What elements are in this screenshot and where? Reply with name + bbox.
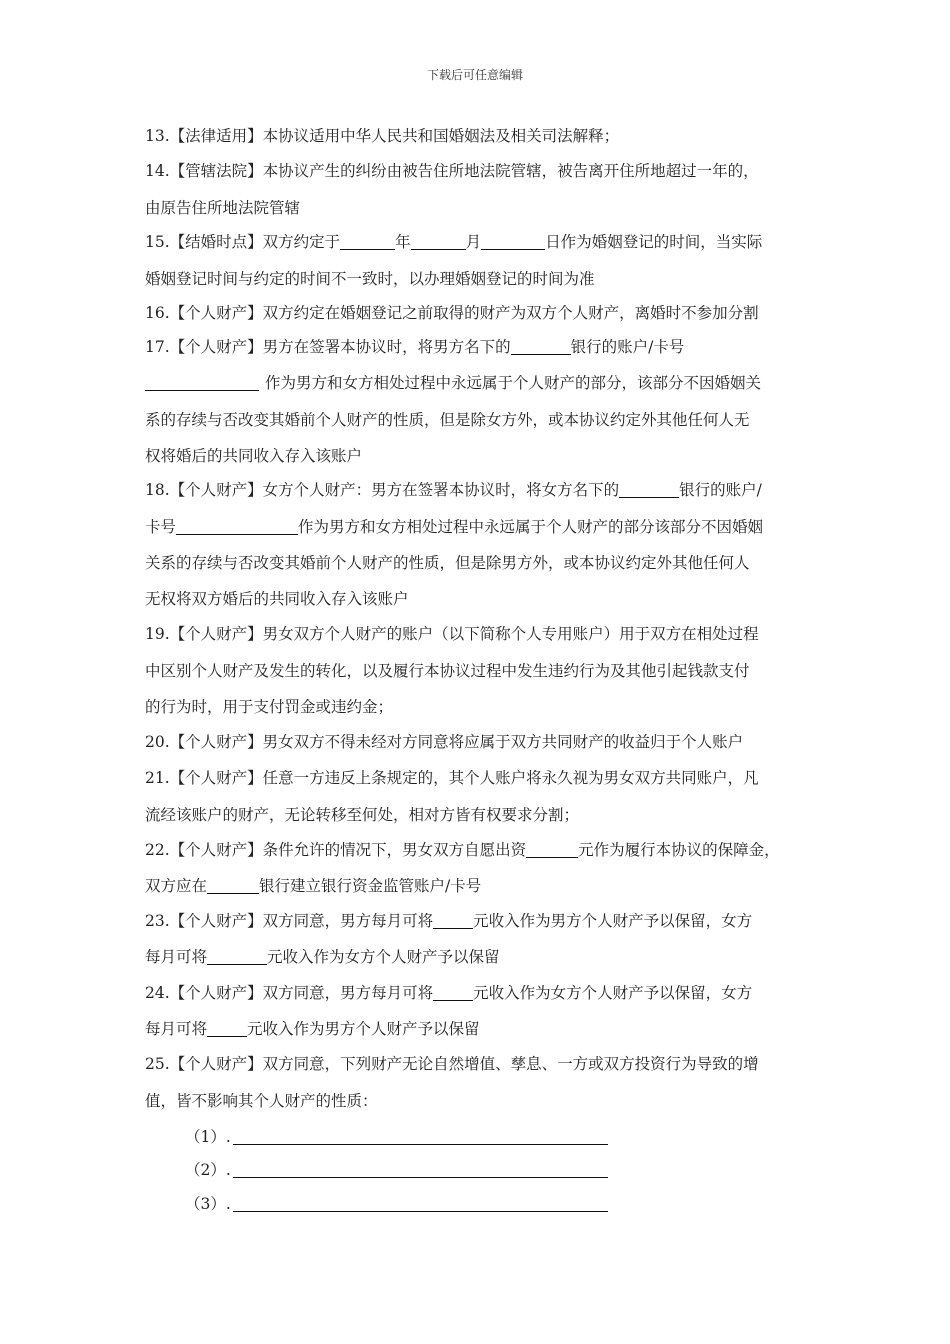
clause-17-text: 17.【个人财产】男方在签署本协议时，将男方名下的 bbox=[145, 338, 511, 356]
clause-15-rest: 日作为婚姻登记的时间，当实际 bbox=[545, 233, 763, 251]
card-label: 卡号 bbox=[145, 518, 177, 536]
clause-25-cont: 值，皆不影响其个人财产的性质： bbox=[145, 1092, 378, 1110]
male-to-female-blank[interactable] bbox=[433, 984, 473, 1001]
clause-23-text: 23.【个人财产】双方同意，男方每月可将 bbox=[145, 912, 434, 930]
clause-18 bbox=[145, 479, 762, 501]
clause-21-cont: 流经该账户的财产，无论转移至何处，相对方皆有权要求分割； bbox=[145, 806, 580, 824]
clause-17-cont-text: 作为男方和女方相处过程中永远属于个人财产的部分，该部分不因婚姻关 bbox=[265, 374, 762, 392]
clause-14-cont: 由原告住所地法院管辖 bbox=[145, 199, 301, 217]
clause-21: 21.【个人财产】任意一方违反上条规定的，其个人账户将永久视为男女双方共同账户，凡 bbox=[145, 769, 759, 787]
clause-19: 19.【个人财产】男女双方个人财产的账户（以下简称个人专用账户）用于双方在相处过程 bbox=[145, 625, 759, 643]
clause-23-rest: 元收入作为男方个人财产予以保留，女方 bbox=[473, 912, 753, 930]
clause-24-text: 24.【个人财产】双方同意，男方每月可将 bbox=[145, 984, 434, 1002]
clause-16: 16.【个人财产】双方约定在婚姻登记之前取得的财产为双方个人财产，离婚时不参加分割 bbox=[145, 304, 759, 322]
clause-19-cont-1: 中区别个人财产及发生的转化，以及履行本协议过程中发生违约行为及其他引起钱款支付 bbox=[145, 662, 750, 680]
clause-24-rest: 元收入作为女方个人财产予以保留，女方 bbox=[473, 984, 753, 1002]
deposit-amount-blank[interactable] bbox=[526, 841, 578, 858]
female-card-blank[interactable] bbox=[176, 518, 298, 535]
clause-18-cont-1 bbox=[145, 516, 763, 538]
clause-24-cont bbox=[145, 1018, 480, 1040]
clause-23-cont-text: 每月可将 bbox=[145, 948, 208, 966]
clause-19-cont-2: 的行为时，用于支付罚金或违约金； bbox=[145, 698, 394, 716]
female-to-male-blank[interactable] bbox=[207, 1020, 247, 1037]
clause-22-cont-text: 双方应在 bbox=[145, 877, 208, 895]
clause-15-text: 15.【结婚时点】双方约定于 bbox=[145, 233, 341, 251]
property-item-2 bbox=[185, 1159, 608, 1181]
year-blank[interactable] bbox=[340, 233, 395, 250]
property-item-label: （3）. bbox=[185, 1195, 231, 1213]
month-blank[interactable] bbox=[411, 233, 466, 250]
clause-22-cont-rest: 银行建立银行资金监管账户/卡号 bbox=[259, 877, 482, 895]
clause-24-cont-text: 每月可将 bbox=[145, 1020, 208, 1038]
clause-17-cont-2: 系的存续与否改变其婚前个人财产的性质，但是除女方外，或本协议约定外其他任何人无 bbox=[145, 411, 750, 429]
clause-23-cont-rest: 元收入作为女方个人财产予以保留 bbox=[267, 948, 500, 966]
clause-18-text: 18.【个人财产】女方个人财产：男方在签署本协议时，将女方名下的 bbox=[145, 481, 620, 499]
clause-15-month: 月 bbox=[465, 233, 482, 251]
clause-18-cont-2: 关系的存续与否改变其婚前个人财产的性质，但是除男方外，或本协议约定外其他任何人 bbox=[145, 554, 750, 572]
clause-17 bbox=[145, 336, 684, 358]
clause-18-cont-3: 无权将双方婚后的共同收入存入该账户 bbox=[145, 590, 409, 608]
clause-23-cont bbox=[145, 946, 500, 968]
male-bank-blank[interactable] bbox=[511, 338, 571, 355]
clause-18-cont-text: 作为男方和女方相处过程中永远属于个人财产的部分该部分不因婚姻 bbox=[298, 518, 764, 536]
day-blank[interactable] bbox=[481, 233, 545, 250]
clause-17-cont-3: 权将婚后的共同收入存入该账户 bbox=[145, 447, 363, 465]
property-item-3 bbox=[185, 1193, 608, 1215]
male-monthly-blank[interactable] bbox=[433, 912, 473, 929]
clause-22-cont bbox=[145, 875, 481, 897]
clause-15-cont: 婚姻登记时间与约定的时间不一致时，以办理婚姻登记的时间为准 bbox=[145, 270, 595, 288]
male-card-blank[interactable] bbox=[145, 374, 259, 391]
property-item-label: （1）. bbox=[185, 1128, 231, 1146]
clause-23 bbox=[145, 910, 752, 932]
clause-17-cont-1 bbox=[145, 372, 761, 394]
clause-24-cont-rest: 元收入作为男方个人财产予以保留 bbox=[247, 1020, 480, 1038]
clause-22-rest: 元作为履行本协议的保障金， bbox=[578, 841, 780, 859]
clause-15-year: 年 bbox=[395, 233, 411, 251]
clause-20: 20.【个人财产】男女双方不得未经对方同意将应属于双方共同财产的收益归于个人账户 bbox=[145, 733, 744, 751]
female-bank-blank[interactable] bbox=[619, 481, 679, 498]
clause-17-rest: 银行的账户/卡号 bbox=[570, 338, 685, 356]
supervision-bank-blank[interactable] bbox=[207, 877, 259, 894]
clause-14: 14.【管辖法院】本协议产生的纠纷由被告住所地法院管辖，被告离开住所地超过一年的， bbox=[145, 162, 759, 180]
female-monthly-blank[interactable] bbox=[207, 948, 267, 965]
property-item-blank[interactable] bbox=[233, 1195, 608, 1212]
clause-15 bbox=[145, 231, 762, 253]
clause-18-rest: 银行的账户/ bbox=[679, 481, 762, 499]
clause-24 bbox=[145, 982, 752, 1004]
clause-22 bbox=[145, 839, 780, 861]
clause-13: 13.【法律适用】本协议适用中华人民共和国婚姻法及相关司法解释； bbox=[145, 127, 620, 145]
page-header: 下载后可任意编辑 bbox=[426, 68, 523, 82]
clause-22-text: 22.【个人财产】条件允许的情况下，男女双方自愿出资 bbox=[145, 841, 527, 859]
property-item-blank[interactable] bbox=[233, 1161, 608, 1178]
clause-25: 25.【个人财产】双方同意，下列财产无论自然增值、孳息、一方或双方投资行为导致的增 bbox=[145, 1055, 759, 1073]
property-item-blank[interactable] bbox=[233, 1128, 608, 1145]
property-item-label: （2）. bbox=[185, 1161, 231, 1179]
property-item-1 bbox=[185, 1126, 608, 1148]
